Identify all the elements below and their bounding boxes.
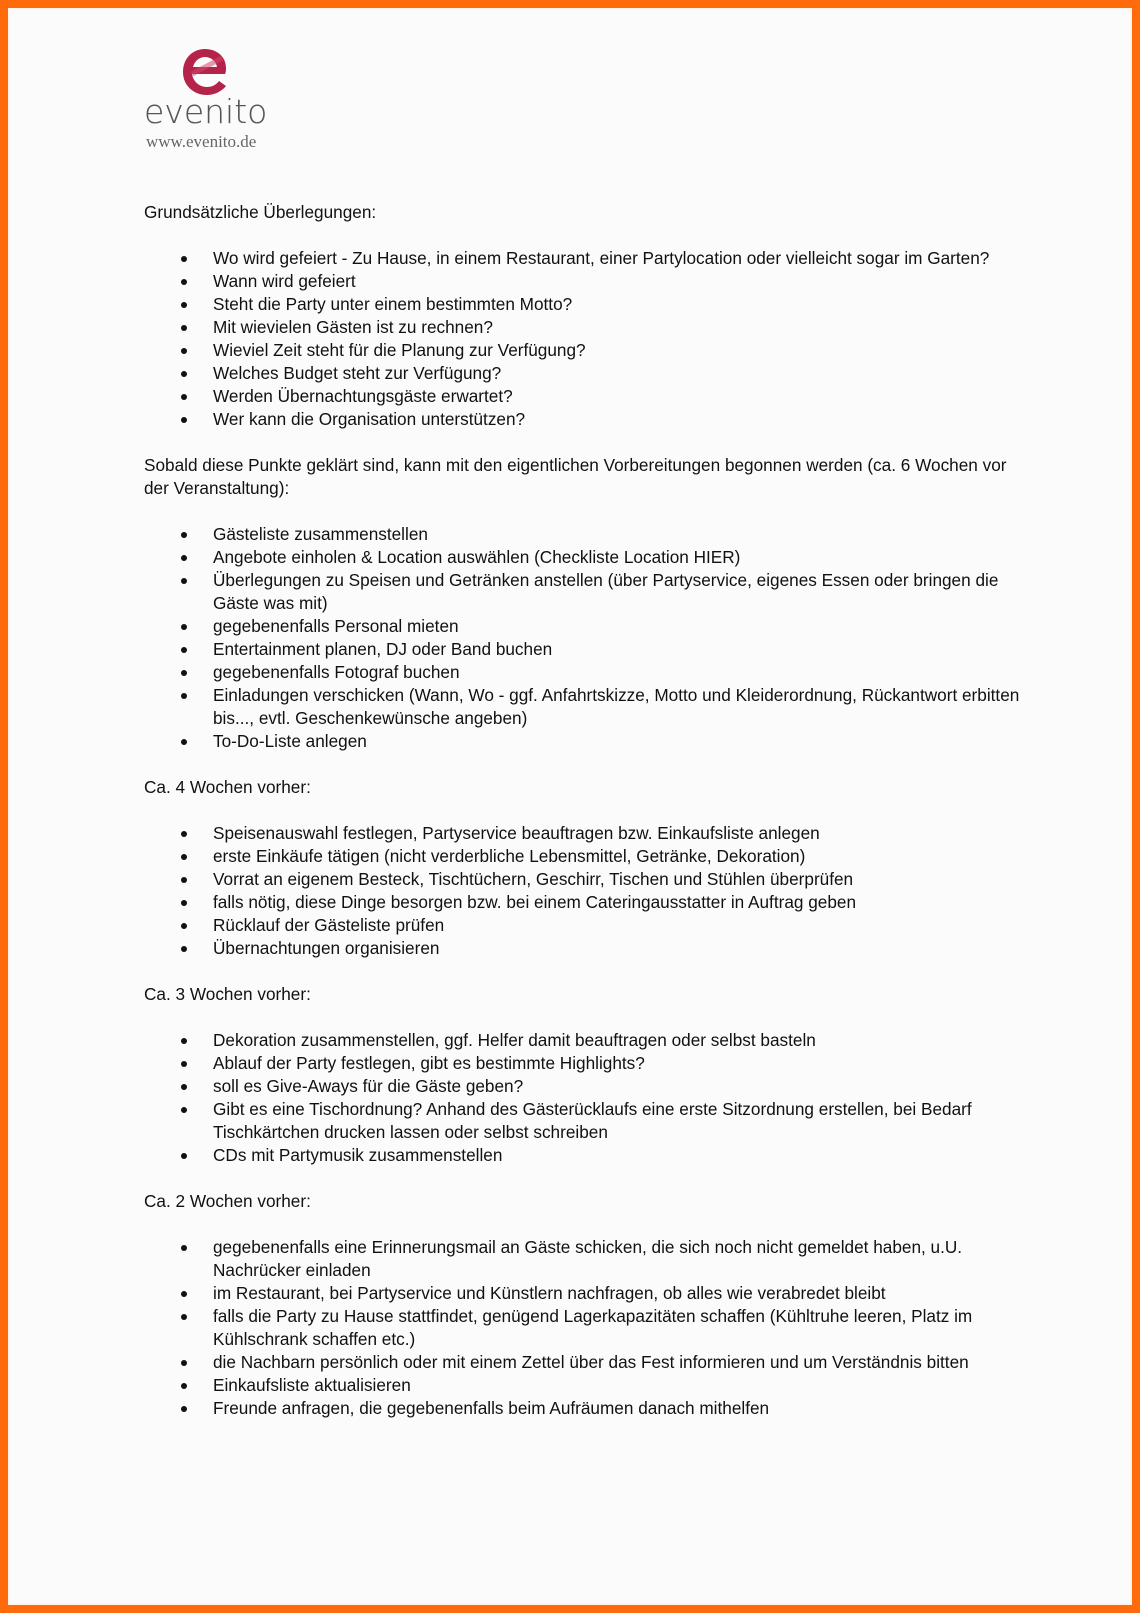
list-item	[144, 408, 1024, 431]
list-item	[144, 1397, 1024, 1420]
list-item-text: gegebenenfalls Fotograf buchen	[213, 662, 460, 682]
list-item-text: Speisenauswahl festlegen, Partyservice beauftragen bzw. Einkaufsliste anlegen	[213, 823, 820, 843]
bullet-icon	[181, 1038, 187, 1044]
bullet-icon	[181, 417, 187, 423]
checklist-section	[144, 983, 1024, 1167]
bullet-icon	[181, 578, 187, 584]
list-item	[144, 730, 1024, 753]
bullet-icon	[181, 647, 187, 653]
list-item-text: Wer kann die Organisation unterstützen?	[213, 409, 526, 429]
bullet-icon	[181, 1084, 187, 1090]
list-item	[144, 615, 1024, 638]
section-heading: Ca. 2 Wochen vorher:	[144, 1191, 311, 1211]
list-item-text: gegebenenfalls Personal mieten	[213, 616, 459, 636]
list-item-text: falls die Party zu Hause stattfindet, genügend Lagerkapazitäten schaffen (Kühltruhe leeren, Platz im Kühlschrank schaffen etc.)	[213, 1306, 973, 1349]
list-item	[144, 270, 1024, 293]
list-item-text: Wo wird gefeiert - Zu Hause, in einem Restaurant, einer Partylocation oder vielleicht sogar im Garten?	[213, 248, 990, 268]
bullet-list	[144, 523, 1024, 753]
list-item	[144, 385, 1024, 408]
list-item	[144, 845, 1024, 868]
bullet-icon	[181, 854, 187, 860]
list-item	[144, 339, 1024, 362]
list-item-text: Welches Budget steht zur Verfügung?	[213, 363, 502, 383]
bullet-icon	[181, 877, 187, 883]
bullet-icon	[181, 279, 187, 285]
list-item	[144, 937, 1024, 960]
bullet-icon	[181, 371, 187, 377]
checklist-section	[144, 201, 1024, 431]
brand-url: www.evenito.de	[146, 132, 257, 151]
checklist-section	[144, 454, 1024, 753]
list-item-text: im Restaurant, bei Partyservice und Künstlern nachfragen, ob alles wie verabredet bleibt	[213, 1283, 886, 1303]
bullet-icon	[181, 302, 187, 308]
list-item	[144, 523, 1024, 546]
bullet-icon	[181, 1406, 187, 1412]
list-item-text: Einkaufsliste aktualisieren	[213, 1375, 411, 1395]
bullet-icon	[181, 1314, 187, 1320]
bullet-icon	[181, 624, 187, 630]
list-item	[144, 1052, 1024, 1075]
bullet-icon	[181, 325, 187, 331]
list-item-text: soll es Give-Aways für die Gäste geben?	[213, 1076, 524, 1096]
list-item	[144, 914, 1024, 937]
bullet-icon	[181, 1153, 187, 1159]
bullet-icon	[181, 670, 187, 676]
list-item-text: Steht die Party unter einem bestimmten Motto?	[213, 294, 573, 314]
list-item	[144, 569, 1024, 615]
list-item-text: Wann wird gefeiert	[213, 271, 356, 291]
list-item-text: Übernachtungen organisieren	[213, 938, 440, 958]
bullet-list	[144, 822, 1024, 960]
bullet-icon	[181, 1245, 187, 1251]
list-item	[144, 1374, 1024, 1397]
list-item-text: erste Einkäufe tätigen (nicht verderbliche Lebensmittel, Getränke, Dekoration)	[213, 846, 806, 866]
list-item-text: die Nachbarn persönlich oder mit einem Zettel über das Fest informieren und um Verständnis bitten	[213, 1352, 969, 1372]
checklist-section	[144, 776, 1024, 960]
list-item-text: Ablauf der Party festlegen, gibt es bestimmte Highlights?	[213, 1053, 645, 1073]
bullet-icon	[181, 348, 187, 354]
list-item	[144, 362, 1024, 385]
bullet-icon	[181, 923, 187, 929]
section-heading: Sobald diese Punkte geklärt sind, kann mit den eigentlichen Vorbereitungen begonnen werden (ca. 6 Wochen vor der Veranstaltung):	[144, 455, 1007, 498]
bullet-icon	[181, 1360, 187, 1366]
checklist-section	[144, 1190, 1024, 1420]
list-item-text: falls nötig, diese Dinge besorgen bzw. bei einem Cateringausstatter in Auftrag geben	[213, 892, 857, 912]
list-item	[144, 316, 1024, 339]
list-item-text: Rücklauf der Gästeliste prüfen	[213, 915, 445, 935]
list-item-text: Einladungen verschicken (Wann, Wo - ggf. Anfahrtskizze, Motto und Kleiderordnung, Rückantwort erbitten bis..., evtl. Geschenkewünsche angeben)	[213, 685, 1020, 728]
list-item-text: Mit wievielen Gästen ist zu rechnen?	[213, 317, 493, 337]
list-item-text: Dekoration zusammenstellen, ggf. Helfer damit beauftragen oder selbst basteln	[213, 1030, 816, 1050]
bullet-icon	[181, 1383, 187, 1389]
list-item-text: Werden Übernachtungsgäste erwartet?	[213, 386, 513, 406]
list-item-text: Vorrat an eigenem Besteck, Tischtüchern, Geschirr, Tischen und Stühlen überprüfen	[213, 869, 854, 889]
list-item	[144, 1098, 1024, 1144]
bullet-icon	[181, 831, 187, 837]
list-item	[144, 1305, 1024, 1351]
list-item	[144, 638, 1024, 661]
bullet-list	[144, 247, 1024, 431]
list-item	[144, 868, 1024, 891]
list-item-text: To-Do-Liste anlegen	[213, 731, 367, 751]
list-item-text: Wieviel Zeit steht für die Planung zur Verfügung?	[213, 340, 586, 360]
bullet-icon	[181, 1061, 187, 1067]
bullet-icon	[181, 256, 187, 262]
bullet-list	[144, 1236, 1024, 1420]
list-item	[144, 293, 1024, 316]
section-heading: Ca. 3 Wochen vorher:	[144, 984, 311, 1004]
bullet-icon	[181, 900, 187, 906]
list-item-text: Freunde anfragen, die gegebenenfalls beim Aufräumen danach mithelfen	[213, 1398, 770, 1418]
section-heading: Ca. 4 Wochen vorher:	[144, 777, 311, 797]
list-item-text: CDs mit Partymusik zusammenstellen	[213, 1145, 503, 1165]
list-item	[144, 1282, 1024, 1305]
list-item-text: Angebote einholen & Location auswählen (Checkliste Location HIER)	[213, 547, 741, 567]
bullet-icon	[181, 946, 187, 952]
list-item	[144, 661, 1024, 684]
bullet-icon	[181, 555, 187, 561]
list-item-text: Gästeliste zusammenstellen	[213, 524, 428, 544]
list-item	[144, 822, 1024, 845]
list-item	[144, 891, 1024, 914]
brand-name: evenito	[144, 92, 268, 131]
list-item	[144, 546, 1024, 569]
list-item	[144, 684, 1024, 730]
list-item-text: gegebenenfalls eine Erinnerungsmail an Gäste schicken, die sich noch nicht gemeldet haben, u.U. Nachrücker einladen	[213, 1237, 963, 1280]
list-item-text: Gibt es eine Tischordnung? Anhand des Gästerücklaufs eine erste Sitzordnung erstellen, bei Bedarf Tischkärtchen drucken lassen oder selbst schreiben	[213, 1099, 972, 1142]
checklist-content	[144, 201, 1024, 1420]
list-item	[144, 247, 1024, 270]
list-item	[144, 1236, 1024, 1282]
evenito-e-logo-icon	[178, 46, 234, 98]
list-item	[144, 1351, 1024, 1374]
list-item-text: Überlegungen zu Speisen und Getränken anstellen (über Partyservice, eigenes Essen oder bringen die Gäste was mit)	[213, 570, 999, 613]
list-item	[144, 1075, 1024, 1098]
bullet-icon	[181, 739, 187, 745]
bullet-icon	[181, 1107, 187, 1113]
document-page	[8, 8, 1132, 1605]
bullet-icon	[181, 532, 187, 538]
list-item	[144, 1029, 1024, 1052]
bullet-icon	[181, 1291, 187, 1297]
bullet-list	[144, 1029, 1024, 1167]
bullet-icon	[181, 693, 187, 699]
list-item	[144, 1144, 1024, 1167]
section-heading: Grundsätzliche Überlegungen:	[144, 202, 377, 222]
bullet-icon	[181, 394, 187, 400]
list-item-text: Entertainment planen, DJ oder Band buchen	[213, 639, 553, 659]
evenito-logo	[144, 44, 274, 154]
